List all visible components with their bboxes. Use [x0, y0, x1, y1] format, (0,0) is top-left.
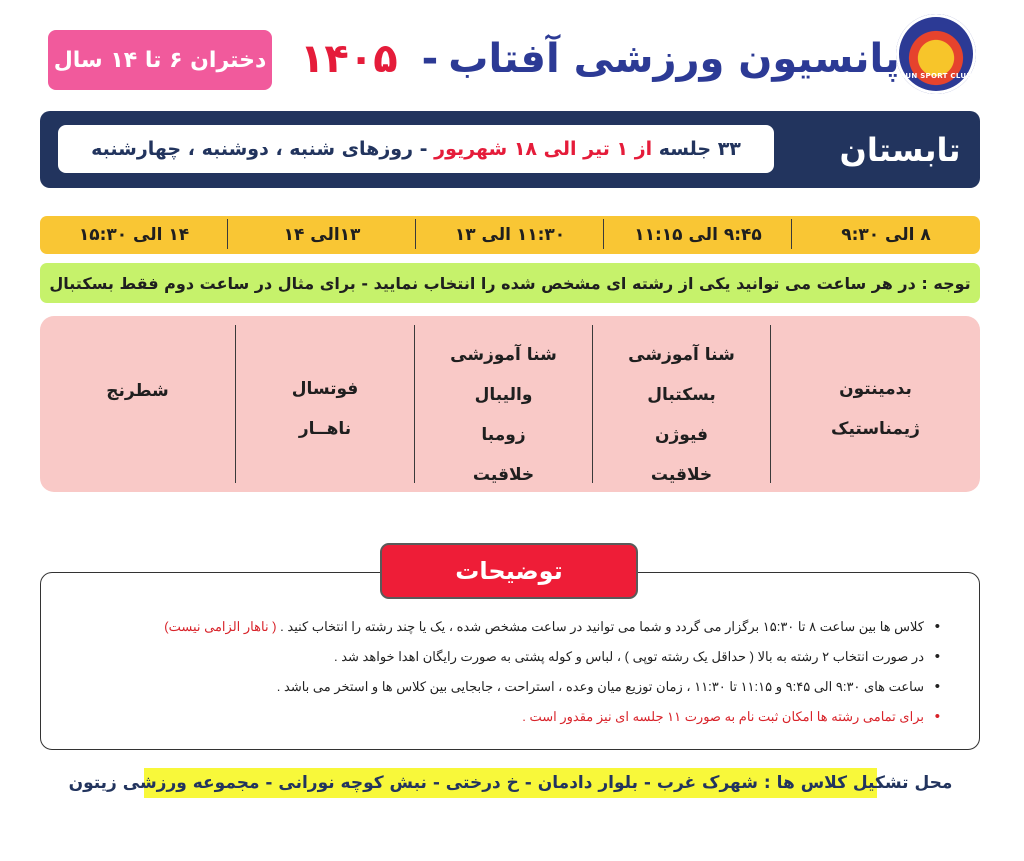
- time-slot-5: ۱۴ الی ۱۵:۳۰: [40, 225, 228, 245]
- activity-column-2: [593, 325, 770, 483]
- description-item: [60, 612, 940, 642]
- activity-item: خلاقیت: [472, 465, 535, 485]
- description-text: کلاس ها بین ساعت ۸ تا ۱۵:۳۰ برگزار می گردد و شما می توانید در ساعت مشخص شده ، یک یا چند رشته را انتخاب کنید .: [280, 619, 924, 634]
- description-title: توضیحات: [380, 543, 638, 599]
- activity-item: ژیمناستیک: [831, 419, 920, 439]
- time-slot-3: ۱۱:۳۰ الی ۱۳: [416, 225, 604, 245]
- activity-item: زومبا: [481, 425, 526, 445]
- page-title: [300, 28, 900, 90]
- activity-item: شنا آموزشی: [450, 345, 557, 365]
- activity-item: بدمینتون: [839, 379, 912, 399]
- activity-item: شطرنج: [106, 381, 169, 401]
- description-text: برای تمامی رشته ها امکان ثبت نام به صورت ۱۱ جلسه ای نیز مقدور است .: [522, 709, 924, 724]
- title-text: پانسیون ورزشی آفتاب: [448, 36, 900, 82]
- description-item: [60, 702, 940, 732]
- title-year: ۱۴۰۵: [300, 36, 398, 82]
- title-dash: -: [421, 36, 439, 82]
- description-item: [60, 642, 940, 672]
- description-text: در صورت انتخاب ۲ رشته به بالا ( حداقل یک رشته توپی ) ، لباس و کوله پشتی به صورت رایگان اهدا خواهد شد .: [333, 649, 924, 664]
- age-group-badge: دختران ۶ تا ۱۴ سال: [48, 30, 272, 90]
- activity-column-5: [40, 325, 235, 483]
- season-sessions: ۳۳ جلسه: [658, 138, 741, 160]
- activity-item: ناهــار: [298, 419, 352, 439]
- logo-text: SUN SPORT CLUB: [900, 72, 972, 80]
- season-date-range: از ۱ تیر الی ۱۸ شهریور: [434, 138, 653, 160]
- activity-item: شنا آموزشی: [628, 345, 735, 365]
- time-slot-2: ۹:۴۵ الی ۱۱:۱۵: [604, 225, 792, 245]
- description-list: [60, 612, 940, 732]
- description-note: ( ناهار الزامی نیست): [164, 619, 277, 634]
- season-days: - روزهای شنبه ، دوشنبه ، چهارشنبه: [91, 138, 428, 160]
- time-slot-1: ۸ الی ۹:۳۰: [841, 225, 931, 245]
- sun-sport-club-logo: [896, 14, 976, 94]
- description-text: ساعت های ۹:۳۰ الی ۹:۴۵ و ۱۱:۱۵ تا ۱۱:۳۰ ، زمان توزیع میان وعده ، استراحت ، جابجایی بین کلاس ها و استخر می باشد .: [276, 679, 924, 694]
- activity-item: فیوژن: [654, 425, 709, 445]
- season-label: تابستان: [839, 130, 961, 169]
- activity-item: بسکتبال: [647, 385, 716, 405]
- activity-column-3: [415, 325, 592, 483]
- activity-column-4: [236, 325, 414, 483]
- description-item: [60, 672, 940, 702]
- time-slots-row: [40, 216, 980, 254]
- season-info-box: [58, 125, 774, 173]
- activity-item: والیبال: [474, 385, 533, 405]
- selection-note: توجه : در هر ساعت می توانید یکی از رشته ای مشخص شده را انتخاب نمایید - برای مثال در ساعت دوم فقط بسکتبال: [40, 263, 980, 303]
- class-location: محل تشکیل کلاس ها : شهرک غرب - بلوار دادمان - خ درختی - نبش کوچه نورانی - مجموعه ورزشی زیتون: [144, 768, 877, 798]
- activity-item: فوتسال: [291, 379, 359, 399]
- activity-item: خلاقیت: [650, 465, 713, 485]
- activity-column-1: [771, 325, 980, 483]
- time-slot-4: ۱۳الی ۱۴: [228, 225, 416, 245]
